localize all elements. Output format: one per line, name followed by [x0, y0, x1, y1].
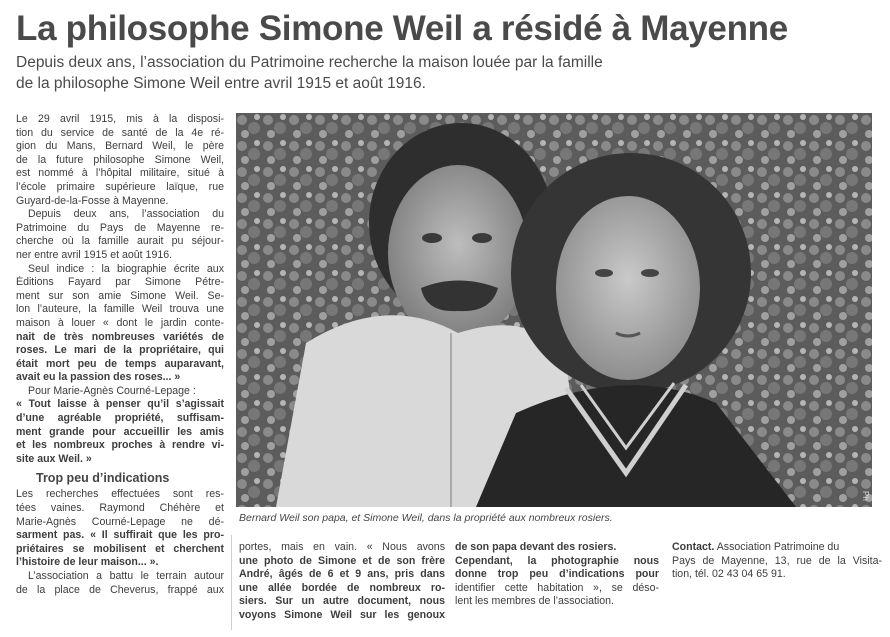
standfirst-line: Depuis deux ans, l’association du Patrimoine recherche la maison louée par la famille	[16, 54, 603, 71]
body-line: Éditions Fayard par Simone Pétre-	[16, 276, 224, 289]
body-line: Cependant, la photographie nous	[455, 554, 659, 567]
body-line: lon l’auteure, la famille Weil trouva une	[16, 303, 224, 316]
body-line: de son papa devant des rosiers.	[455, 541, 617, 553]
body-line: de la future philosophe Simone Weil,	[16, 153, 224, 166]
body-line: Patrimoine du Pays de Mayenne re-	[16, 221, 224, 234]
subheading: Trop peu d’indications	[36, 471, 170, 486]
body-line: site aux Weil. »	[16, 452, 92, 465]
body-line: d’une agréable propriété, suffisam-	[16, 412, 224, 425]
body-line: roses. Le mari de la propriétaire, qui	[16, 344, 224, 357]
body-line: Pays de Mayenne, 13, rue de la Visita-	[672, 554, 882, 567]
article-column-3	[455, 541, 659, 609]
headline: La philosophe Simone Weil a résidé à Mayenne	[16, 9, 788, 48]
body-line: Pour Marie-Agnès Courné-Lepage :	[28, 384, 196, 397]
body-line: nait de très nombreuses variétés de	[16, 330, 224, 343]
body-line: priétaires se mobilisent et cherchent	[16, 542, 224, 555]
body-line: l’histoire de leur maison... ».	[16, 556, 159, 569]
article-column-2	[239, 541, 445, 623]
body-line: est nommé à l’hôpital militaire, situé à	[16, 167, 224, 180]
body-line: l’école primaire supérieure laïque, rue	[16, 180, 224, 193]
body-line: voyons Simone Weil sur les genoux	[239, 608, 445, 621]
body-line: lent les membres de l’association.	[455, 595, 614, 608]
body-line: cherche où la famille aurait pu séjour-	[16, 235, 224, 248]
body-line: gion du Mans, Bernard Weil, le père	[16, 140, 224, 153]
photo-caption: Bernard Weil son papa, et Simone Weil, dans la propriété aux nombreux rosiers.	[239, 512, 613, 524]
body-line: Le 29 avril 1915, mis à la disposi-	[16, 113, 224, 125]
contact-label: Contact.	[672, 541, 715, 553]
body-line: portes, mais en vain. « Nous avons	[239, 541, 445, 553]
standfirst	[16, 52, 603, 94]
body-line: identifier cette habitation », se déso-	[455, 581, 659, 594]
body-line: tées vaines. Raymond Chéhère et	[16, 502, 224, 515]
body-line: une photo de Simone et de son frère	[239, 554, 445, 567]
body-line: Depuis deux ans, l’association du	[28, 208, 224, 221]
body-line: de la place de Cheverus, frappé aux	[16, 583, 224, 596]
body-line: Guyard-de-la-Fosse à Mayenne.	[16, 194, 169, 207]
contact-line	[672, 541, 882, 555]
body-line: une allée bordée de nombreux ro-	[239, 581, 445, 594]
column-rule	[231, 535, 232, 630]
body-line: ment sur son amie Simone Weil. Se-	[16, 289, 224, 302]
body-line: et les nombreux proches à rendre vi-	[16, 439, 224, 452]
body-line: était mort peu de temps auparavant,	[16, 357, 224, 370]
standfirst-line: de la philosophe Simone Weil entre avril 1915 et août 1916.	[16, 75, 426, 92]
body-line: maison à louer « dont le jardin conte-	[16, 316, 224, 329]
photo-illustration	[236, 113, 872, 507]
body-line: Seul indice : la biographie écrite aux	[28, 262, 224, 275]
body-line: donne trop peu d’indications pour	[455, 568, 659, 581]
photo-credit: Ph	[861, 491, 870, 501]
article-column-1	[16, 113, 224, 597]
body-line: sarment pas. « Il suffirait que les pro-	[16, 529, 224, 542]
body-line: tion, tél. 02 43 04 65 91.	[672, 568, 786, 581]
body-line: tion du service de santé de la 4e ré-	[16, 126, 224, 139]
body-line: « Tout laisse à penser qu’il s’agissait	[16, 398, 224, 411]
body-line: siers. Sur un autre document, nous	[239, 595, 445, 608]
body-line: Marie-Agnès Courné-Lepage ne dé-	[16, 515, 224, 528]
contact-text: Association Patrimoine du	[714, 541, 840, 553]
body-line: L’association a battu le terrain autour	[28, 570, 224, 582]
body-line: ment grande pour accueillir les amis	[16, 425, 224, 438]
body-line: ner entre avril 1915 et août 1916.	[16, 248, 173, 261]
body-line: avait eu la passion des roses... »	[16, 371, 181, 384]
body-line: Les recherches effectuées sont res-	[16, 488, 224, 501]
article-photo	[236, 113, 872, 507]
article-column-4	[672, 541, 882, 582]
body-line: André, âgés de 6 et 9 ans, pris dans	[239, 568, 445, 581]
